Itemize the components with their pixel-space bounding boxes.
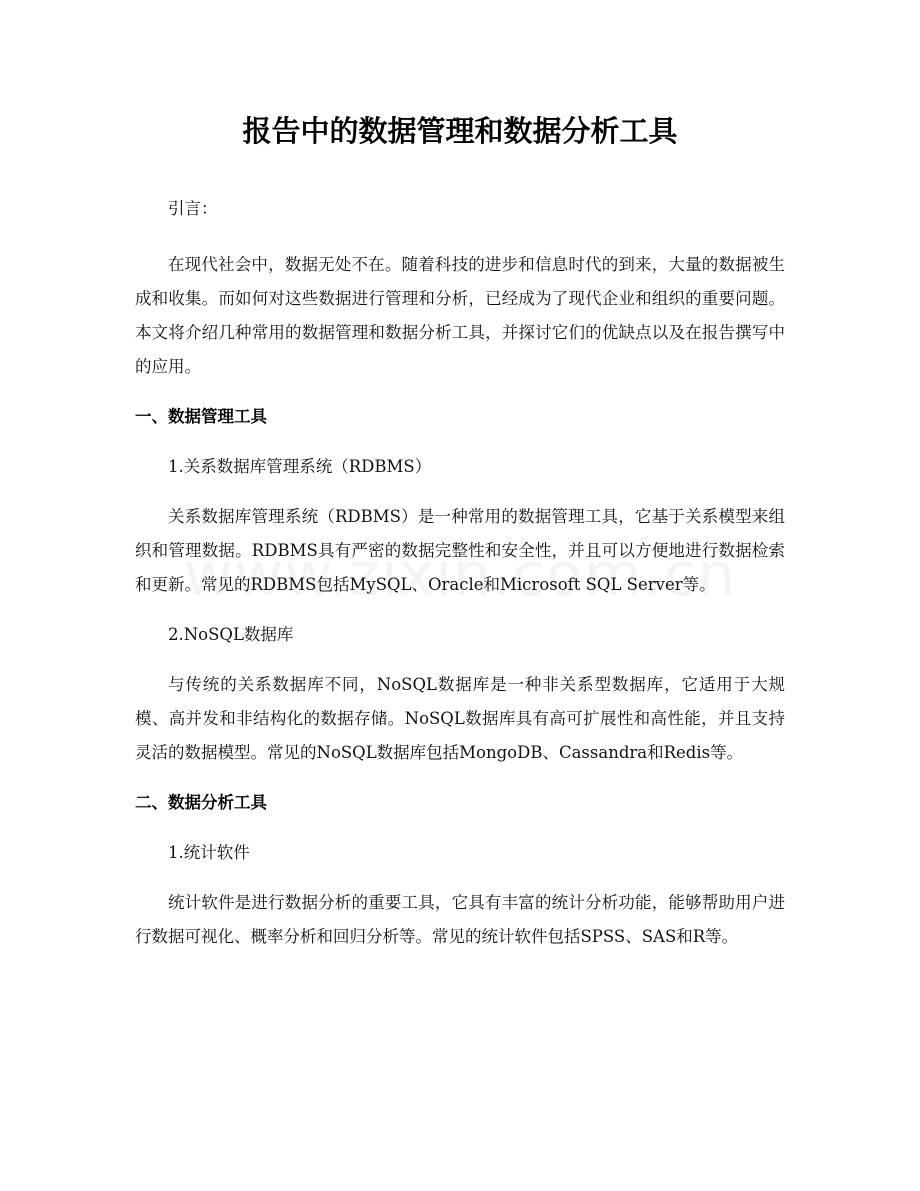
document-body <box>135 108 785 954</box>
section-heading-data-analysis: 二、数据分析工具 <box>135 793 267 812</box>
section-heading-data-management: 一、数据管理工具 <box>135 407 267 426</box>
page-title: 报告中的数据管理和数据分析工具 <box>242 114 678 148</box>
intro-paragraph: 在现代社会中，数据无处不在。随着科技的进步和信息时代的到来，大量的数据被生成和收集。而如何对这些数据进行管理和分析，已经成为了现代企业和组织的重要问题。本文将介绍几种常用的数据管理和数据分析工具，并探讨它们的优缺点以及在报告撰写中的应用。 <box>135 255 785 376</box>
subsection-title-nosql: 2.NoSQL数据库 <box>168 625 294 644</box>
intro-label: 引言： <box>168 199 218 218</box>
subsection-title-rdbms: 1.关系数据库管理系统（RDBMS） <box>168 457 432 476</box>
paragraph-stats-software: 统计软件是进行数据分析的重要工具，它具有丰富的统计分析功能，能够帮助用户进行数据可视化、概率分析和回归分析等。常见的统计软件包括SPSS、SAS和R等。 <box>135 893 785 946</box>
paragraph-rdbms: 关系数据库管理系统（RDBMS）是一种常用的数据管理工具，它基于关系模型来组织和管理数据。RDBMS具有严密的数据完整性和安全性，并且可以方便地进行数据检索和更新。常见的RDBMS包括MySQL、Oracle和Microsoft SQL Server等。 <box>135 507 785 594</box>
subsection-title-stats-software: 1.统计软件 <box>168 843 250 862</box>
paragraph-nosql: 与传统的关系数据库不同，NoSQL数据库是一种非关系型数据库，它适用于大规模、高并发和非结构化的数据存储。NoSQL数据库具有高可扩展性和高性能，并且支持灵活的数据模型。常见的NoSQL数据库包括MongoDB、Cassandra和Redis等。 <box>135 675 785 762</box>
